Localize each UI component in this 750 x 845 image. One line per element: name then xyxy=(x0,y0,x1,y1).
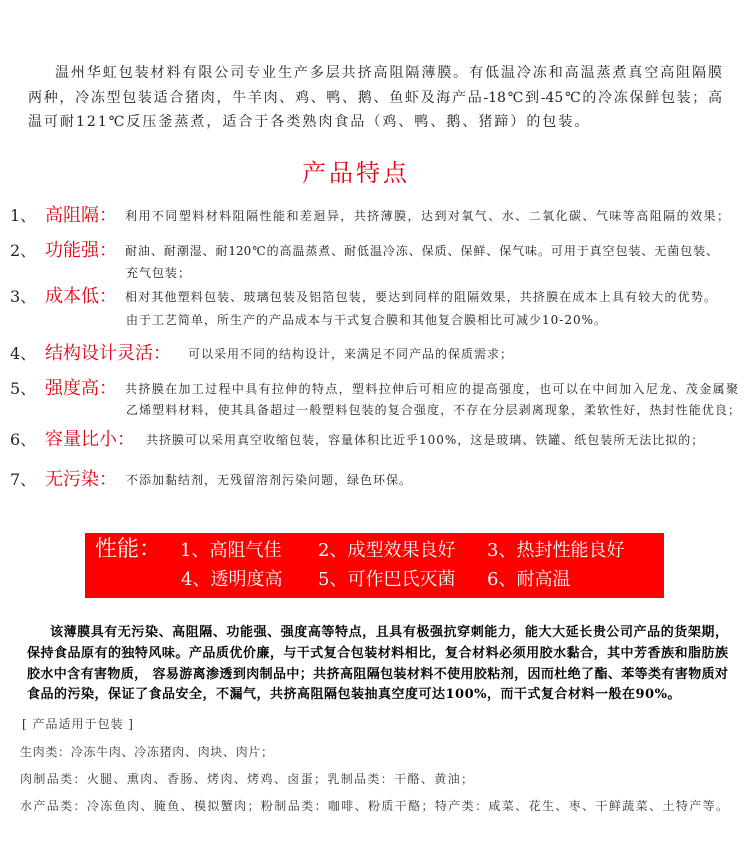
applications-line: 生肉类：冷冻牛肉、冷冻猪肉、肉块、肉片； xyxy=(20,745,273,759)
intro-line: 温可耐121℃反压釜蒸煮，适合于各类熟肉食品（鸡、鸭、鹅、猪蹄）的包装。 xyxy=(28,114,591,130)
feature-number: 4、 xyxy=(10,344,37,363)
feature-label: 强度高： xyxy=(45,378,117,399)
feature-number: 2、 xyxy=(10,241,37,260)
feature-number: 3、 xyxy=(10,287,37,306)
feature-description: 相对其他塑料包装、玻璃包装及铝箔包装，要达到同样的阻隔效果，共挤膜在成本上具有较大的优势。 xyxy=(125,290,716,304)
summary-line: 食品的污染，保证了食品安全，不漏气，共挤高阻隔包装抽真空度可达100%，而干式复合材料一般在90%。 xyxy=(27,687,681,702)
performance-label: 性能： xyxy=(95,537,162,562)
feature-description: 共挤膜可以采用真空收缩包装，容量体积比近乎100%，这是玻璃、铁罐、纸包装所无法比拟的； xyxy=(146,433,705,447)
intro-line: 两种，冷冻型包装适合猪肉，牛羊肉、鸡、鸭、鹅、鱼虾及海产品-18℃到-45℃的冷冻保鲜包装；高 xyxy=(28,90,722,106)
feature-description: 不添加黏结剂，无残留溶剂污染问题，绿色环保。 xyxy=(126,473,413,487)
feature-description: 利用不同塑料材料阻隔性能和差迴异，共挤薄膜，达到对氧气、水、二氧化碳、气味等高阻隔的效果； xyxy=(125,209,729,223)
performance-item: 2、成型效果良好 xyxy=(318,540,456,561)
feature-label: 无污染： xyxy=(45,469,117,490)
feature-description: 耐油、耐潮湿、耐120℃的高温蒸煮、耐低温冷冻、保质、保鲜、保气味。可用于真空包装、无菌包装、 xyxy=(125,244,718,258)
feature-label: 功能强： xyxy=(45,240,117,261)
summary-line: 胶水中含有害物质， 容易游离渗透到肉制品中；共挤高阻隔包装材料不使用胶粘剂，因而杜绝了酯、苯等类有害物质对 xyxy=(27,667,728,682)
feature-description: 由于工艺简单，所生产的产品成本与干式复合膜和其他复合膜相比可减少10-20%。 xyxy=(126,313,607,327)
feature-description: 充气包装； xyxy=(126,266,192,280)
applications-line: 肉制品类：火腿、熏肉、香肠、烤肉、烤鸡、卤蛋；乳制品类：干酪、黄油； xyxy=(20,772,473,786)
feature-number: 1、 xyxy=(10,206,37,225)
intro-line: 温州华虹包装材料有限公司专业生产多层共挤高阻隔薄膜。有低温冷冻和高温蒸煮真空高阻隔膜 xyxy=(55,65,722,81)
summary-line: 保持食品原有的独特风味。产品质优价廉，与干式复合包装材料相比，复合材料必须用胶水黏合，其中芳香族和脂肪族 xyxy=(27,646,728,661)
performance-banner xyxy=(85,533,664,598)
feature-number: 5、 xyxy=(10,379,37,398)
summary-line: 该薄膜具有无污染、高阻隔、功能强、强度高等特点，且具有极强抗穿刺能力，能大大延长贵公司产品的货架期， xyxy=(50,625,728,640)
features-title: 产品特点 xyxy=(302,159,410,187)
feature-description: 乙烯塑料材料，使其具备超过一般塑料包装的复合强度，不存在分层剥离现象，柔软性好，热封性能优良； xyxy=(126,403,740,417)
feature-number: 7、 xyxy=(10,470,37,489)
feature-label: 结构设计灵活： xyxy=(45,343,171,364)
feature-label: 容量比小： xyxy=(45,429,135,450)
performance-item: 3、热封性能良好 xyxy=(487,540,625,561)
performance-item: 6、耐高温 xyxy=(487,569,571,590)
feature-description: 共挤膜在加工过程中具有拉伸的特点，塑料拉伸后可相应的提高强度，也可以在中间加入尼龙、茂金属聚 xyxy=(125,382,738,396)
applications-line: 水产品类：冷冻鱼肉、腌鱼、模拟蟹肉；粉制品类：咖啡、粉质干酪；特产类：咸菜、花生、枣、干鲜蔬菜、土特产等。 xyxy=(20,799,728,813)
applications-heading: [ 产品适用于包装 ] xyxy=(22,717,134,731)
performance-item: 1、高阻气佳 xyxy=(180,540,282,561)
feature-number: 6、 xyxy=(10,430,37,449)
feature-label: 成本低： xyxy=(45,286,117,307)
feature-description: 可以采用不同的结构设计，来满足不同产品的保质需求； xyxy=(188,347,514,361)
performance-item: 5、可作巴氏灭菌 xyxy=(318,569,456,590)
feature-label: 高阻隔： xyxy=(45,205,117,226)
performance-item: 4、透明度高 xyxy=(181,569,283,590)
